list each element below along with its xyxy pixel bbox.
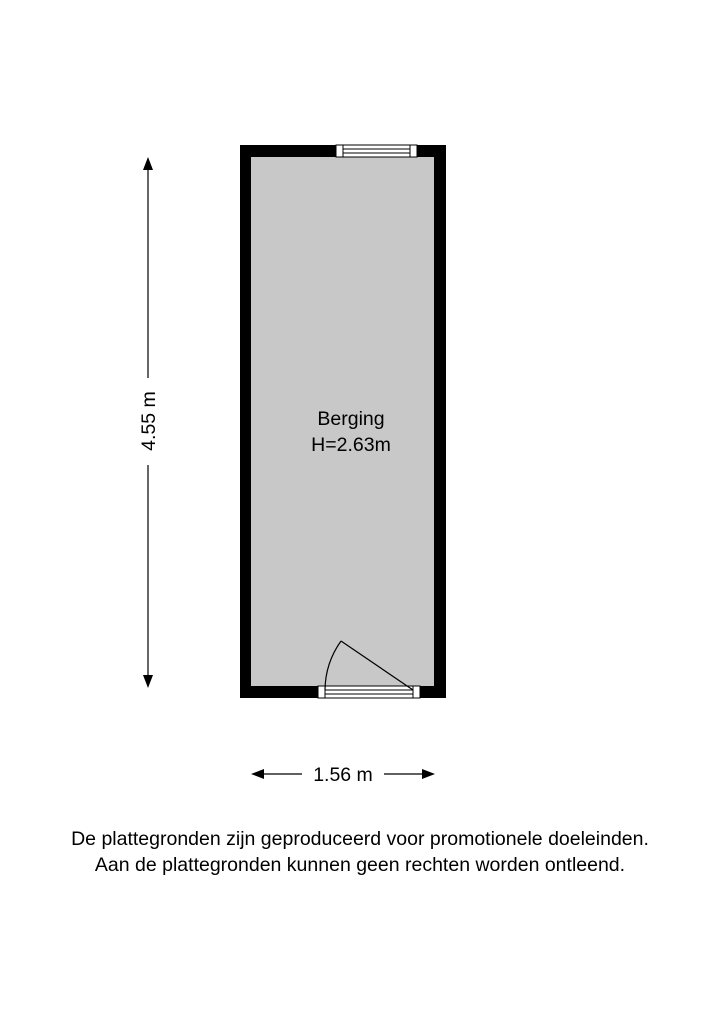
arrow-right-icon: [422, 769, 435, 779]
disclaimer-line-2: Aan de plattegronden kunnen geen rechten worden ontleend.: [94, 854, 626, 876]
arrow-up-icon: [143, 157, 153, 170]
arrow-left-icon: [251, 769, 264, 779]
arrow-down-icon: [143, 675, 153, 688]
room-height: H=2.63m: [311, 434, 391, 456]
horizontal-dimension: [251, 764, 435, 786]
vertical-dimension: [138, 157, 160, 688]
room-name: Berging: [317, 408, 385, 430]
disclaimer-line-1: De plattegronden zijn geproduceerd voor promotionele doeleinden.: [71, 828, 649, 850]
door-opening: [318, 686, 420, 698]
disclaimer: [0, 826, 720, 878]
vertical-dimension-label: 4.55 m: [138, 391, 160, 451]
horizontal-dimension-label: 1.56 m: [313, 764, 373, 786]
top-window: [336, 145, 417, 157]
